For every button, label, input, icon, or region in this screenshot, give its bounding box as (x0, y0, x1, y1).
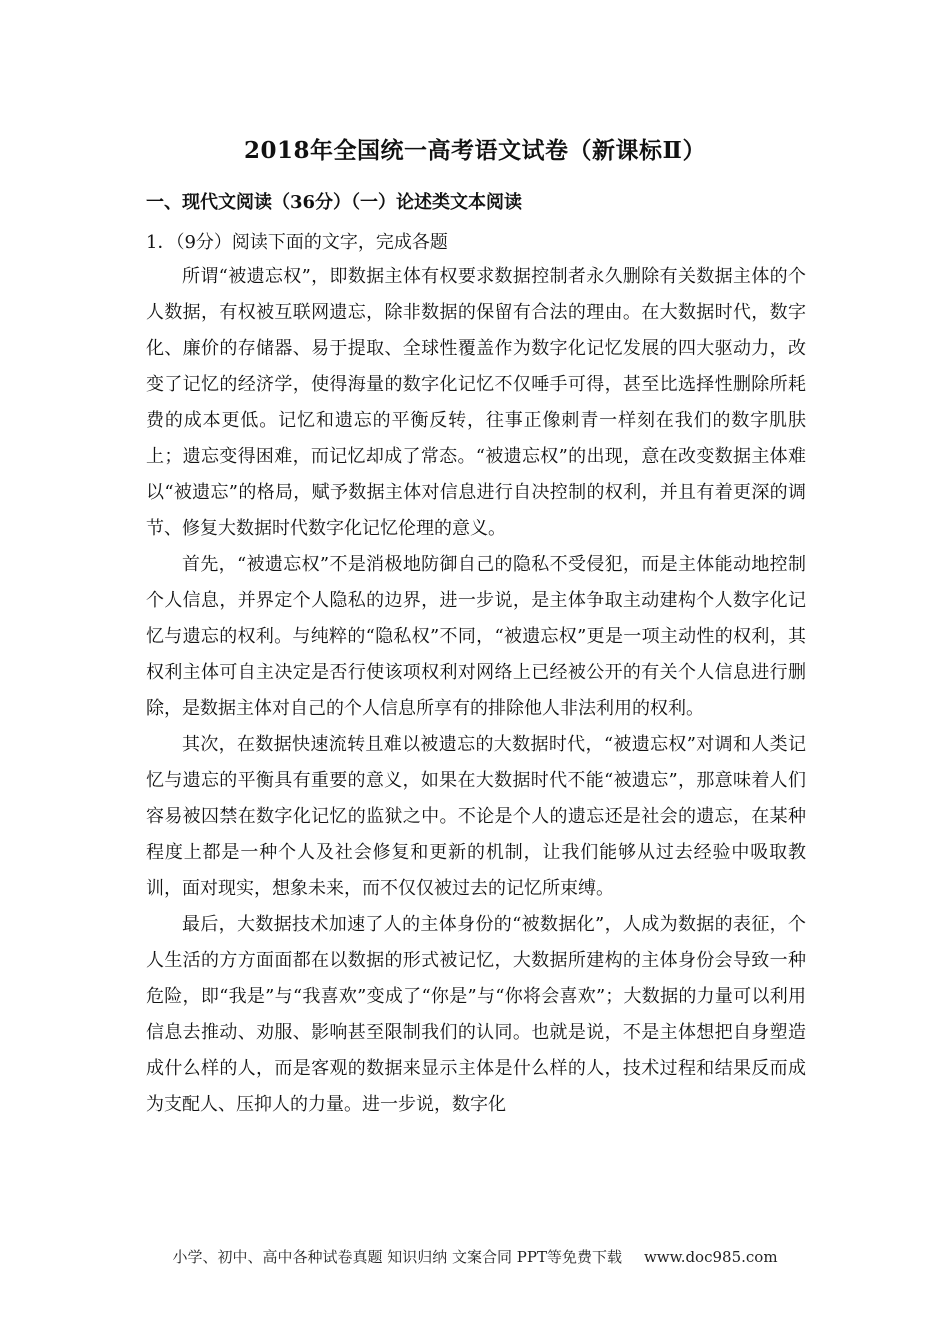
reading-passage (146, 259, 806, 1123)
footer-website-link[interactable]: www.doc985.com (643, 1248, 778, 1266)
passage-paragraph-1: 所谓“被遗忘权”，即数据主体有权要求数据控制者永久删除有关数据主体的个人数据，有权被互联网遗忘，除非数据的保留有合法的理由。在大数据时代，数字化、廉价的存储器、易于提取、全球性覆盖作为数字化记忆发展的四大驱动力，改变了记忆的经济学，使得海量的数字化记忆不仅唾手可得，甚至比选择性删除所耗费的成本更低。记忆和遗忘的平衡反转，往事正像刺青一样刻在我们的数字肌肤上；遗忘变得困难，而记忆却成了常态。“被遗忘权”的出现，意在改变数据主体难以“被遗忘”的格局，赋予数据主体对信息进行自决控制的权利，并且有着更深的调节、修复大数据时代数字化记忆伦理的意义。 (146, 266, 806, 539)
section-heading: 一、现代文阅读（36分）（一）论述类文本阅读 (146, 192, 523, 213)
question-prompt: 1．（9分）阅读下面的文字，完成各题 (146, 232, 448, 253)
page-footer (0, 1246, 950, 1267)
footer-text: 小学、初中、高中各种试卷真题 知识归纳 文案合同 PPT等免费下载 (172, 1248, 622, 1266)
passage-paragraph-2: 首先，“被遗忘权”不是消极地防御自己的隐私不受侵犯，而是主体能动地控制个人信息，并界定个人隐私的边界，进一步说，是主体争取主动建构个人数字化记忆与遗忘的权利。与纯粹的“隐私权”不同，“被遗忘权”更是一项主动性的权利，其权利主体可自主决定是否行使该项权利对网络上已经被公开的有关个人信息进行删除，是数据主体对自己的个人信息所享有的排除他人非法利用的权利。 (146, 554, 806, 719)
passage-paragraph-4: 最后，大数据技术加速了人的主体身份的“被数据化”，人成为数据的表征，个人生活的方方面面都在以数据的形式被记忆，大数据所建构的主体身份会导致一种危险，即“我是”与“我喜欢”变成了“你是”与“你将会喜欢”；大数据的力量可以利用信息去推动、劝服、影响甚至限制我们的认同。也就是说，不是主体想把自身塑造成什么样的人，而是客观的数据来显示主体是什么样的人，技术过程和结果反而成为支配人、压抑人的力量。进一步说，数字化 (146, 914, 806, 1115)
document-title: 2018年全国统一高考语文试卷（新课标Ⅱ） (244, 137, 706, 164)
passage-paragraph-3: 其次，在数据快速流转且难以被遗忘的大数据时代，“被遗忘权”对调和人类记忆与遗忘的平衡具有重要的意义，如果在大数据时代不能“被遗忘”，那意味着人们容易被囚禁在数字化记忆的监狱之中。不论是个人的遗忘还是社会的遗忘，在某种程度上都是一种个人及社会修复和更新的机制，让我们能够从过去经验中吸取教训，面对现实，想象未来，而不仅仅被过去的记忆所束缚。 (146, 734, 806, 899)
